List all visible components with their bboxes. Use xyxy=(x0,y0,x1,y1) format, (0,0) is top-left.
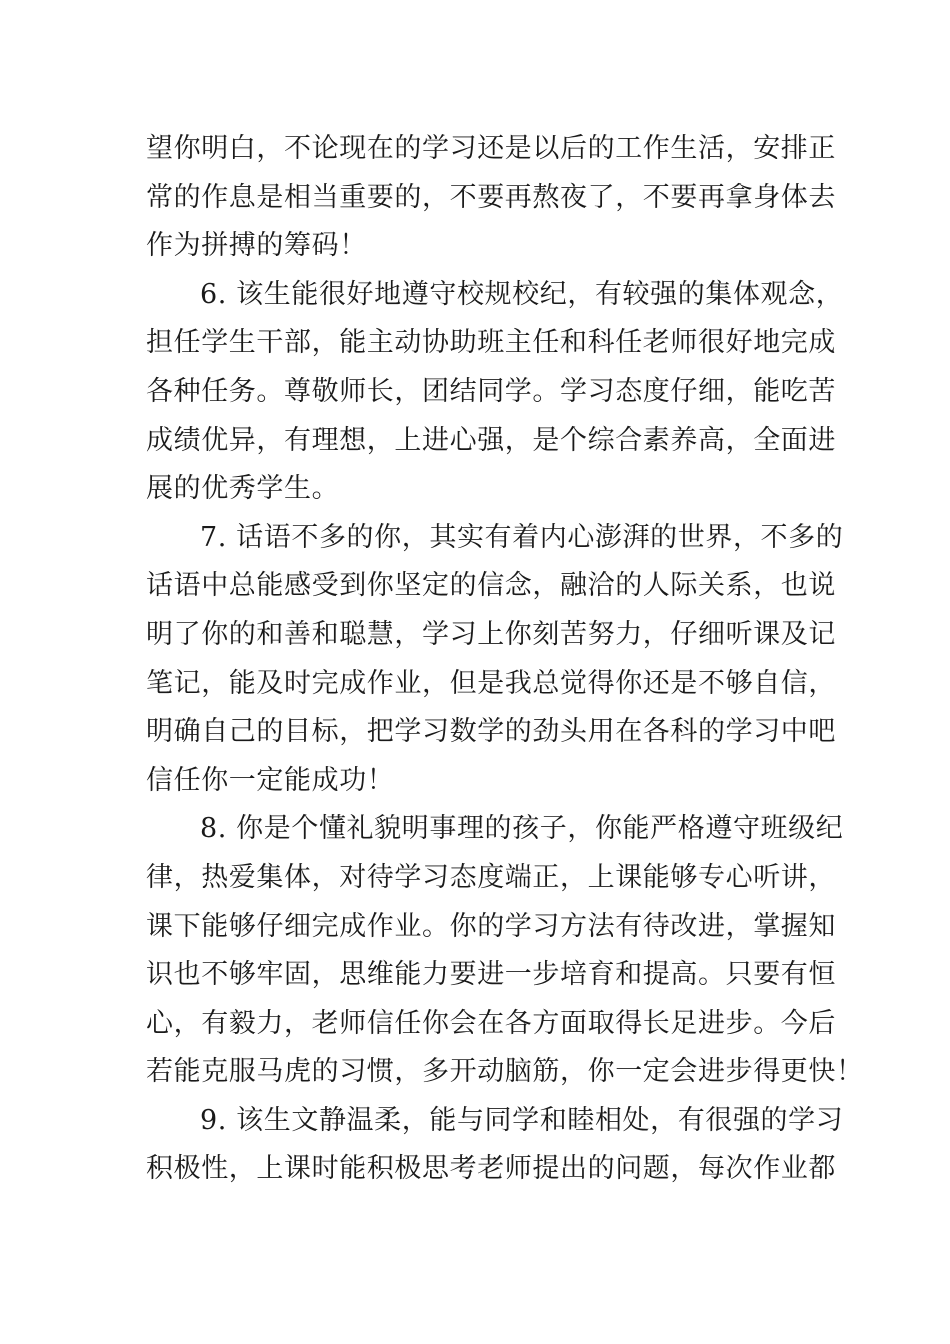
text-line: 若能克服马虎的习惯，多开动脑筋，你一定会进步得更快！ xyxy=(146,1056,864,1088)
text-line: 8. 你是个懂礼貌明事理的孩子，你能严格遵守班级纪 xyxy=(200,813,844,845)
text-line: 成绩优异，有理想，上进心强，是个综合素养高，全面进 xyxy=(146,424,836,456)
text-line: 律，热爱集体，对待学习态度端正，上课能够专心听讲， xyxy=(146,861,836,893)
text-line: 7. 话语不多的你，其实有着内心澎湃的世界，不多的 xyxy=(200,521,844,553)
text-line: 9. 该生文静温柔，能与同学和睦相处，有很强的学习 xyxy=(200,1104,844,1136)
body-text xyxy=(146,125,864,1194)
text-line: 常的作息是相当重要的，不要再熬夜了，不要再拿身体去 xyxy=(146,181,836,213)
text-line: 话语中总能感受到你坚定的信念，融洽的人际关系，也说 xyxy=(146,570,836,602)
text-line: 6. 该生能很好地遵守校规校纪，有较强的集体观念， xyxy=(200,278,844,310)
text-line: 明确自己的目标，把学习数学的劲头用在各科的学习中吧 xyxy=(146,716,836,748)
text-line: 识也不够牢固，思维能力要进一步培育和提高。只要有恒 xyxy=(146,959,836,991)
text-line: 积极性，上课时能积极思考老师提出的问题，每次作业都 xyxy=(146,1153,836,1185)
text-line: 明了你的和善和聪慧，学习上你刻苦努力，仔细听课及记 xyxy=(146,618,836,650)
text-line: 课下能够仔细完成作业。你的学习方法有待改进，掌握知 xyxy=(146,910,836,942)
text-line: 望你明白，不论现在的学习还是以后的工作生活，安排正 xyxy=(146,133,836,164)
text-line: 作为拼搏的筹码！ xyxy=(146,230,367,262)
text-line: 各种任务。尊敬师长，团结同学。学习态度仔细，能吃苦 xyxy=(146,375,836,407)
text-line: 笔记，能及时完成作业，但是我总觉得你还是不够自信， xyxy=(146,667,836,699)
text-line: 信任你一定能成功！ xyxy=(146,764,395,796)
text-line: 心，有毅力，老师信任你会在各方面取得长足进步。今后 xyxy=(146,1007,836,1039)
text-line: 展的优秀学生。 xyxy=(146,473,340,505)
text-line: 担任学生干部，能主动协助班主任和科任老师很好地完成 xyxy=(146,327,836,359)
